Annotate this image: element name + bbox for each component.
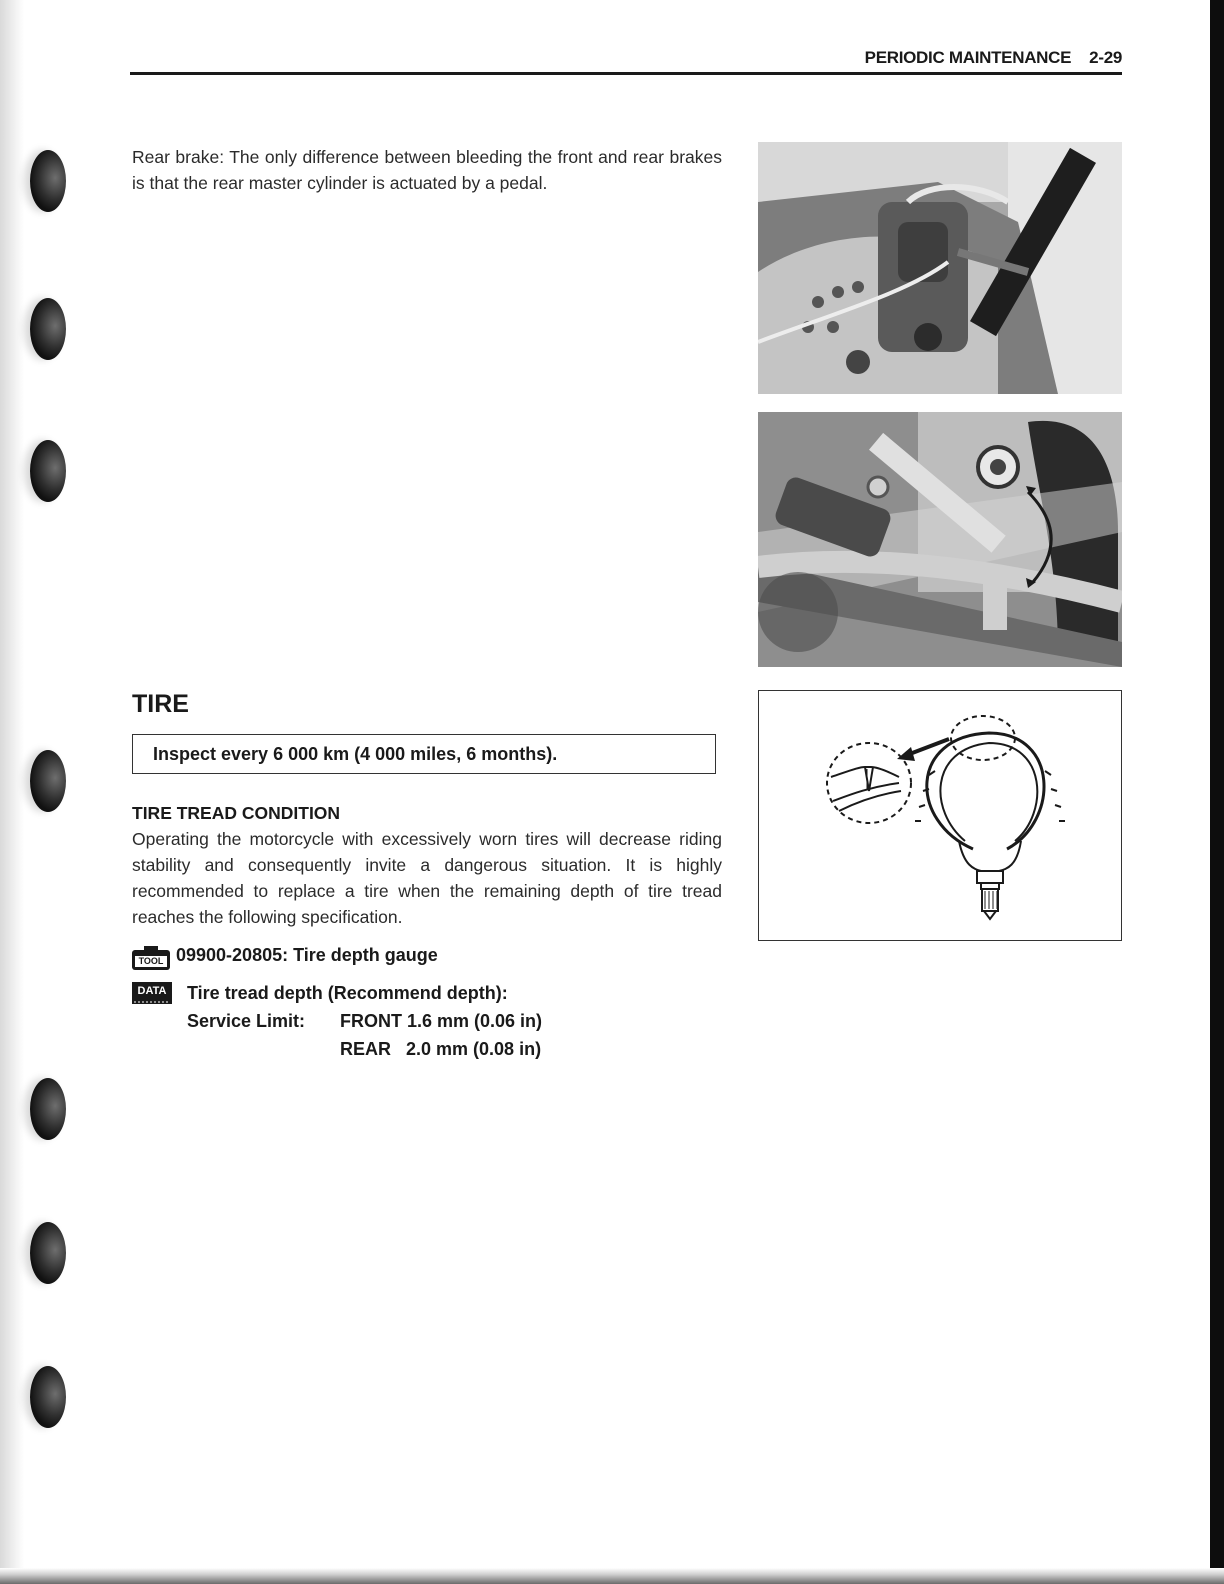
data-icon: [132, 982, 172, 1004]
service-limit-rear: REAR 2.0 mm (0.08 in): [340, 1039, 542, 1059]
section-title-tire: TIRE: [132, 690, 189, 718]
page-header: [130, 48, 1122, 75]
brake-pedal-photo: [758, 412, 1122, 667]
binder-hole: [30, 150, 66, 212]
inspect-interval-box: [132, 734, 716, 774]
binder-hole: [30, 1222, 66, 1284]
page-bottom-edge: [0, 1568, 1224, 1584]
tool-icon: [132, 946, 170, 970]
tool-text: 09900-20805: Tire depth gauge: [176, 945, 438, 965]
tire-depth-gauge-diagram: [758, 690, 1122, 941]
rear-caliper-photo: [758, 142, 1122, 394]
binder-hole: [30, 750, 66, 812]
inspect-interval-text: Inspect every 6 000 km (4 000 miles, 6 months).: [153, 744, 558, 764]
data-badge-label: DATA: [137, 985, 167, 997]
data-heading: Tire tread depth (Recommend depth):: [187, 983, 508, 1003]
brake-pedal-image: [758, 412, 1122, 667]
binder-hole: [30, 1078, 66, 1140]
tread-condition-title: TIRE TREAD CONDITION: [132, 803, 341, 823]
service-limit-label: Service Limit:: [187, 1011, 306, 1031]
page-right-edge: [1210, 0, 1224, 1584]
binder-hole: [30, 298, 66, 360]
header-page-number: 2-29: [1089, 48, 1122, 67]
binder-edge: [0, 0, 24, 1584]
rear-brake-paragraph: Rear brake: The only difference between bleeding the front and rear brakes is that the rear master cylinder is actuated by a pedal.: [132, 147, 722, 193]
header-text: [865, 48, 1122, 68]
service-limit-front: FRONT 1.6 mm (0.06 in): [340, 1011, 543, 1031]
header-section: PERIODIC MAINTENANCE: [864, 48, 1072, 67]
binder-hole: [30, 1366, 66, 1428]
tool-badge-label: TOOL: [138, 956, 164, 966]
tire-depth-gauge-illustration: [759, 691, 1120, 939]
rear-caliper-image: [758, 142, 1122, 394]
binder-hole: [30, 440, 66, 502]
tread-condition-paragraph: Operating the motorcycle with excessively worn tires will decrease riding stability and consequently invite a dangerous situation. It is highly recommended to replace a tire when the remaining depth of tire tread reaches the following specification.: [132, 829, 722, 927]
